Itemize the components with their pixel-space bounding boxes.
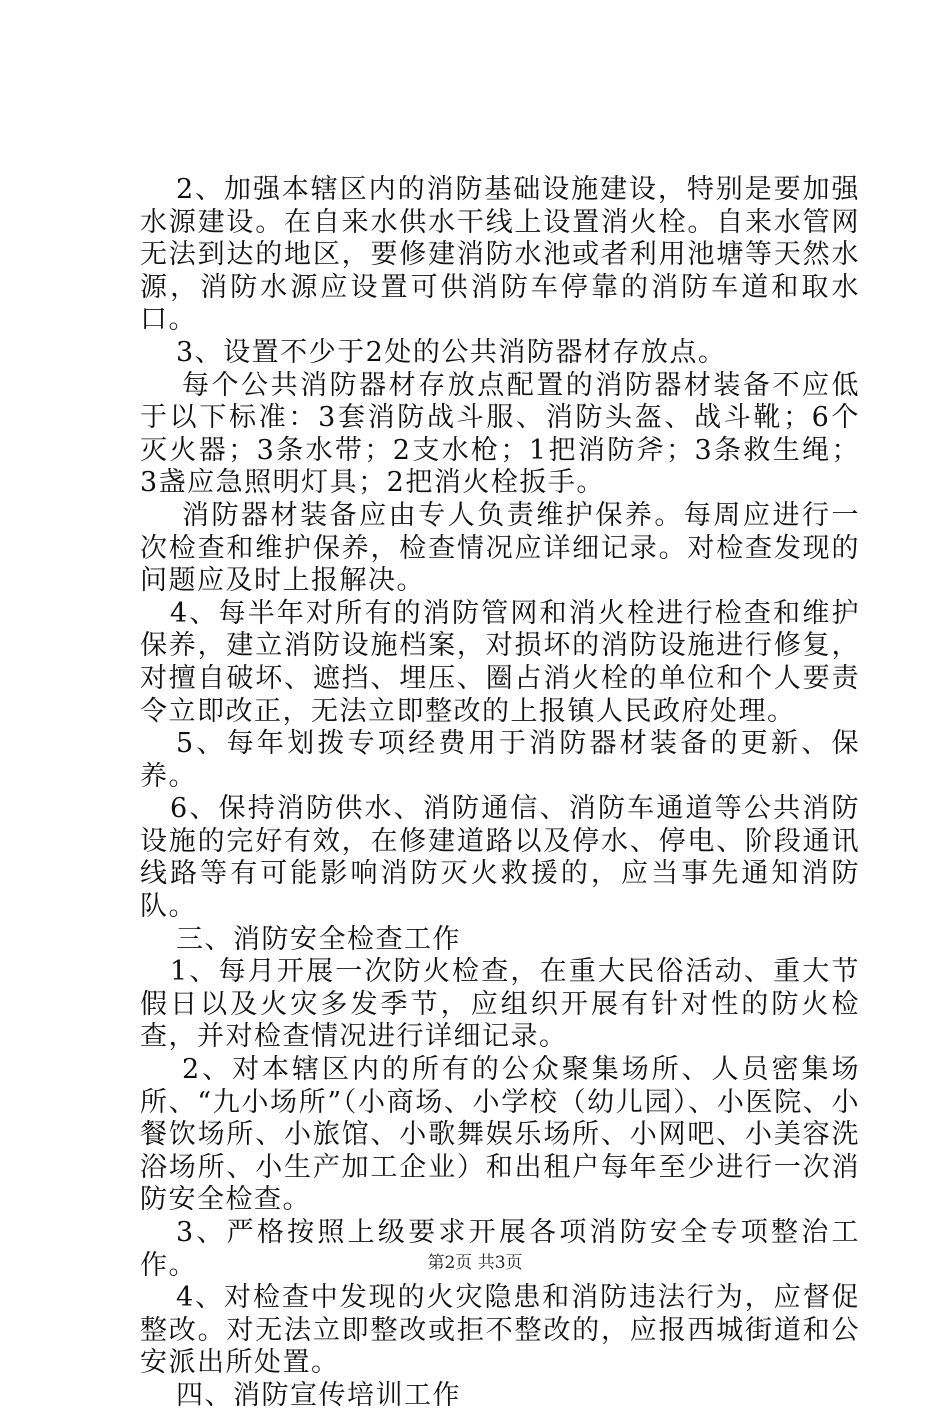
paragraph-equipment-standard: 每个公共消防器材存放点配置的消防器材装备不应低于以下标准：3套消防战斗服、消防头盔、战斗靴；6个灭火器；3条水带；2支水枪；1把消防斧；3条救生绳；3盏应急照明灯具；2把消火栓扳手。	[140, 369, 860, 499]
paragraph-hazard-rectification: 4、对检查中发现的火灾隐患和消防违法行为，应督促整改。对无法立即整改或拒不整改的，应报西城街道和公安派出所处置。	[140, 1282, 860, 1379]
paragraph-storage-points: 3、设置不少于2处的公共消防器材存放点。	[176, 336, 727, 368]
document-body	[140, 174, 860, 1413]
section-heading-training: 四、消防宣传培训工作	[176, 1379, 461, 1411]
section-heading-inspection: 三、消防安全检查工作	[176, 923, 461, 955]
page-number-footer: 第2页 共3页	[427, 1253, 523, 1273]
paragraph-special-rectification: 3、严格按照上级要求开展各项消防安全专项整治工作。	[140, 1217, 860, 1281]
paragraph-funding: 5、每年划拨专项经费用于消防器材装备的更新、保养。	[140, 728, 860, 792]
paragraph-monthly-check: 1、每月开展一次防火检查，在重大民俗活动、重大节假日以及火灾多发季节，应组织开展有针对性的防火检查，并对检查情况进行详细记录。	[140, 956, 860, 1053]
paragraph-public-facilities: 6、保持消防供水、消防通信、消防车通道等公共消防设施的完好有效，在修建道路以及停水、停电、阶段通讯线路等有可能影响消防灭火救援的，应当事先通知消防队。	[140, 793, 860, 923]
paragraph-hydrant-inspection: 4、每半年对所有的消防管网和消火栓进行检查和维护保养，建立消防设施档案，对损坏的消防设施进行修复，对擅自破坏、遮挡、埋压、圈占消火栓的单位和个人要责令立即改正，无法立即整改的上报镇人民政府处理。	[140, 597, 860, 727]
paragraph-venue-check: 2、对本辖区内的所有的公众聚集场所、人员密集场所、“九小场所”（小商场、小学校（幼儿园）、小医院、小餐饮场所、小旅馆、小歌舞娱乐场所、小网吧、小美容洗浴场所、小生产加工企业）和出租户每年至少进行一次消防安全检查。	[140, 1054, 860, 1216]
paragraph-maintenance: 消防器材装备应由专人负责维护保养。每周应进行一次检查和维护保养，检查情况应详细记录。对检查发现的问题应及时上报解决。	[140, 499, 860, 597]
paragraph-infrastructure: 2、加强本辖区内的消防基础设施建设，特别是要加强水源建设。在自来水供水干线上设置消火栓。自来水管网无法到达的地区，要修建消防水池或者利用池塘等天然水源，消防水源应设置可供消防车停靠的消防车道和取水口。	[140, 174, 860, 336]
